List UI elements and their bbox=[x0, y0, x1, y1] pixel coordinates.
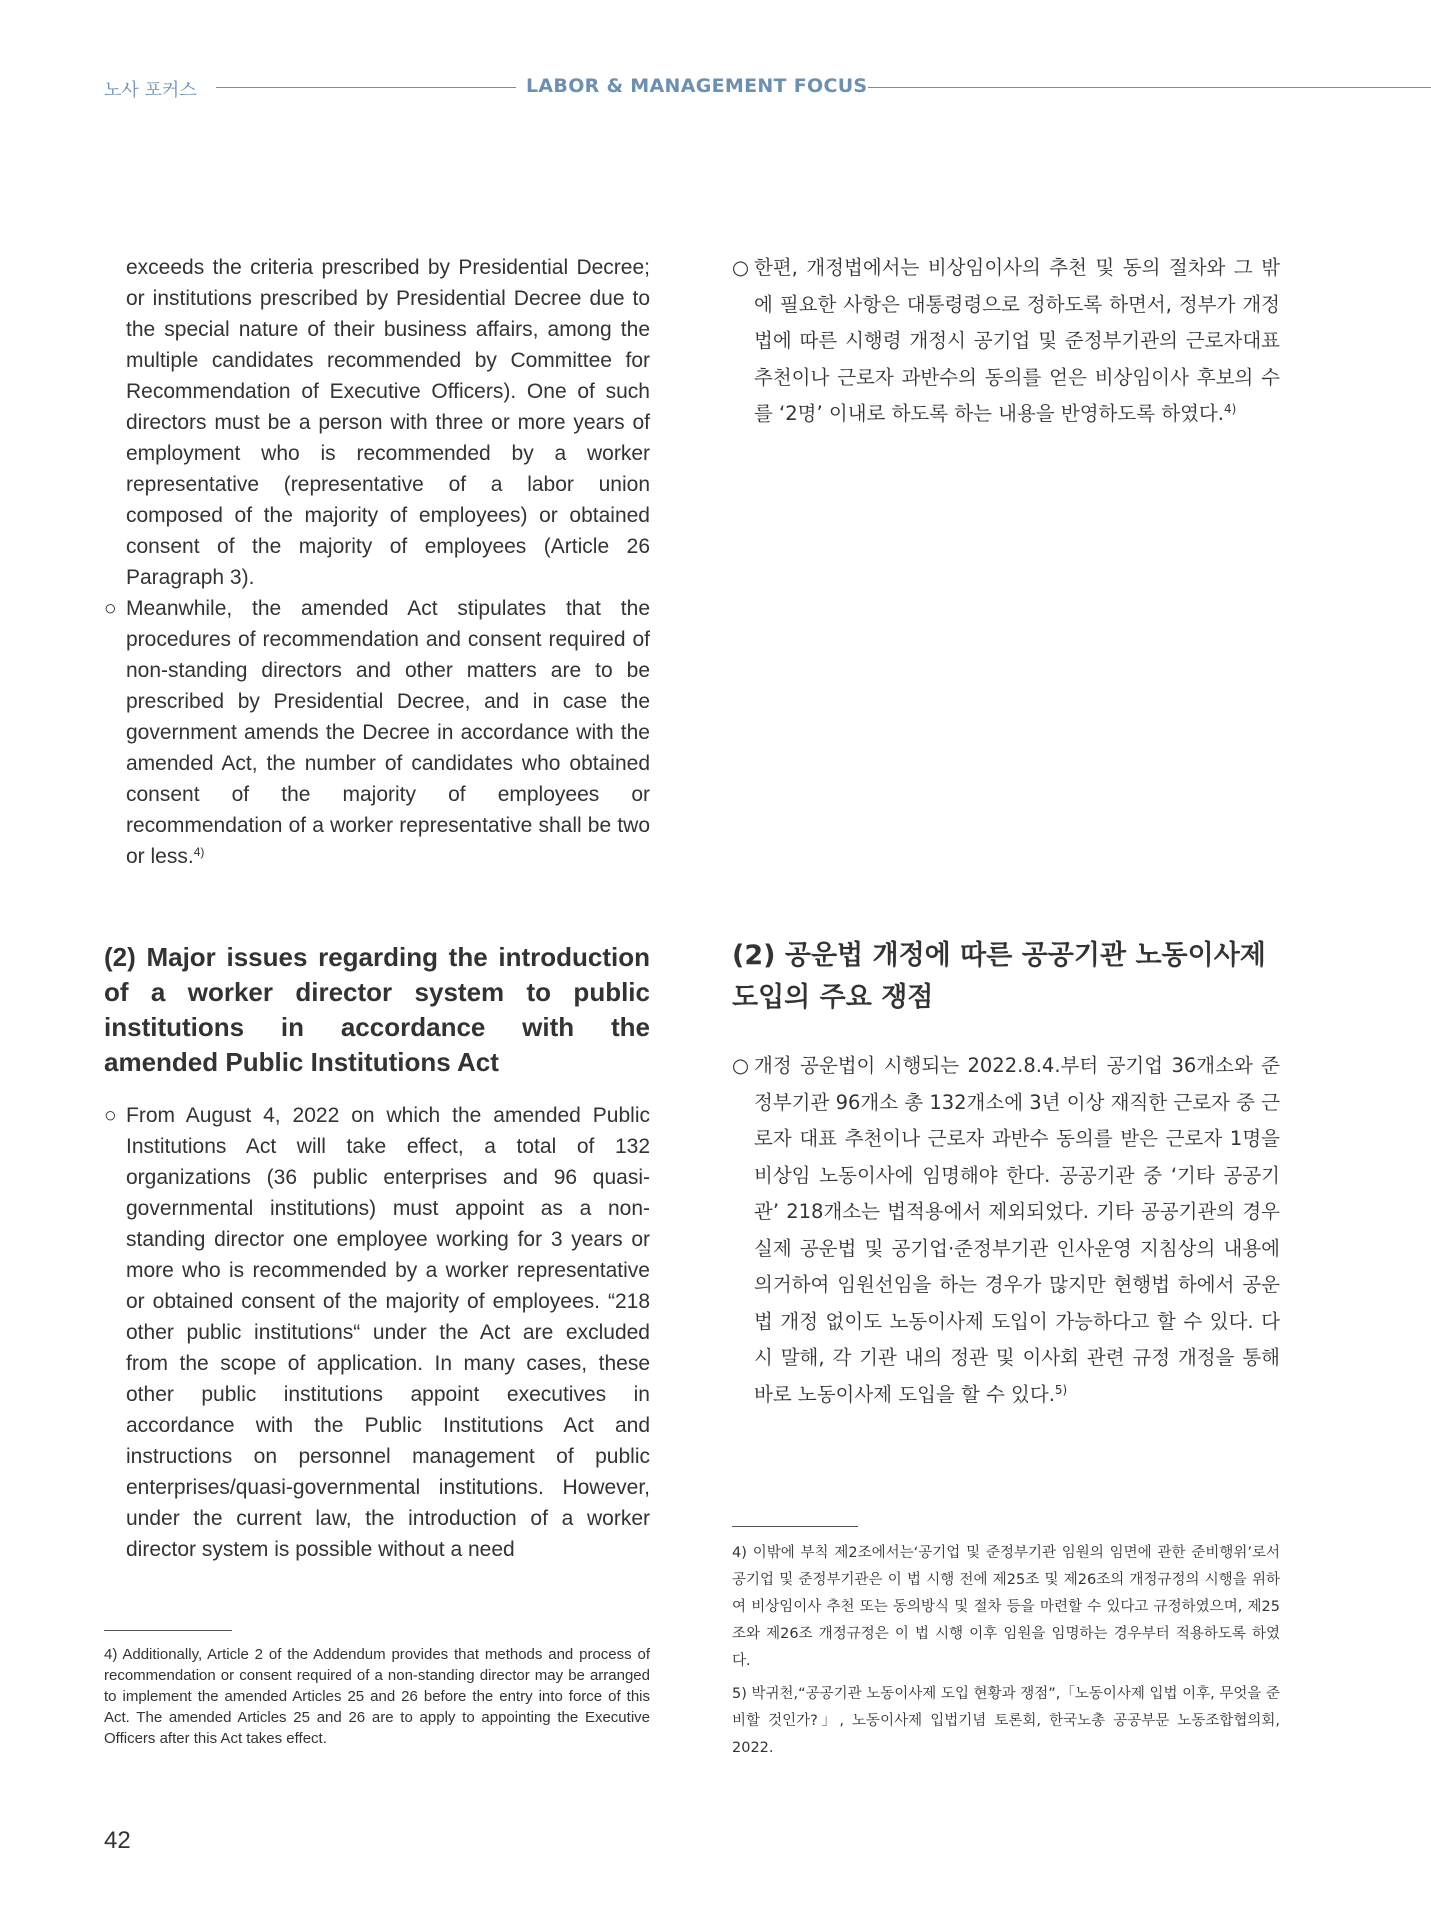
header-korean-title: 노사 포커스 bbox=[104, 80, 197, 101]
left-section-heading: (2) Major issues regarding the introduction of a worker director system to public institutions in accordance with the amended Public Institutions Act bbox=[104, 942, 650, 1077]
right-paragraph-1-text: 한편, 개정법에서는 비상임이사의 추천 및 동의 절차와 그 밖에 필요한 사항은 대통령령으로 정하도록 하면서, 정부가 개정법에 따른 시행령 개정시 공기업 및 준정부기관의 근로자대표 추천이나 근로자 과반수의 동의를 얻은 비상임이사 후보의 수를 ‘2명’ 이내로 하도록 하는 내용을 반영하도록 하였다. bbox=[754, 256, 1280, 425]
left-footnote-rule bbox=[104, 1630, 232, 1631]
left-paragraph-1-text: Meanwhile, the amended Act stipulates that the procedures of recommendation and consent required of non-standing directors and other matters are to be prescribed by Presidential Decree, and in case the government amends the Decree in accordance with the amended Act, the number of candidates who obtained consent of the majority of employees or recommendation of a worker representative shall be two or less. bbox=[126, 597, 650, 868]
right-paragraph-2 bbox=[732, 1048, 1280, 1413]
header-english-title: LABOR & MANAGEMENT FOCUS bbox=[526, 75, 868, 97]
right-upper-body bbox=[732, 250, 1280, 433]
right-paragraph-1 bbox=[732, 250, 1280, 433]
right-footnote-4: 4) 이밖에 부칙 제2조에서는‘공기업 및 준정부기관 임원의 임면에 관한 준비행위’로서 공기업 및 준정부기관은 이 법 시행 전에 제25조 및 제26조의 개정규정의 시행을 위하여 비상임이사 추천 또는 동의방식 및 절차 등을 마련할 수 있다고 규정하였으며, 제25조와 제26조 개정규정은 이 법 시행 이후 임원을 임명하는 경우부터 적용하도록 하였다. bbox=[732, 1545, 1280, 1669]
left-footnotes bbox=[104, 1644, 650, 1749]
left-paragraph-2-text: From August 4, 2022 on which the amended Public Institutions Act will take effect, a total of 132 organizations (36 public enterprises and 96 quasi-governmental institutions) must appoint as a non-standing director one employee working for 3 years or more who is recommended by a worker representative or obtained consent of the majority of employees. “218 other public institutions“ under the Act are excluded from the scope of application. In many cases, these other public institutions appoint executives in accordance with the Public Institutions Act and instructions on personnel management of public enterprises/quasi-governmental institutions. However, under the current law, the introduction of a worker director system is possible without a need bbox=[126, 1104, 650, 1561]
bullet-circle-icon: ○ bbox=[732, 256, 750, 279]
right-lower-body bbox=[732, 1048, 1280, 1413]
header-rule-left bbox=[216, 87, 516, 88]
right-paragraph-2-text: 개정 공운법이 시행되는 2022.8.4.부터 공기업 36개소와 준정부기관 96개소 총 132개소에 3년 이상 재직한 근로자 중 근로자 대표 추천이나 근로자 과반수 동의를 받은 근로자 1명을 비상임 노동이사에 임명해야 한다. 공공기관 중 ‘기타 공공기관’ 218개소는 법적용에서 제외되었다. 기타 공공기관의 경우 실제 공운법 및 공기업·준정부기관 인사운영 지침상의 내용에 의거하여 임원선임을 하는 경우가 많지만 현행법 하에서 공운법 개정 없이도 노동이사제 도입이 가능하다고 할 수 있다. 다시 말해, 각 기관 내의 정관 및 이사회 관련 규정 개정을 통해 바로 노동이사제 도입을 할 수 있다. bbox=[754, 1054, 1280, 1406]
running-header bbox=[0, 76, 1431, 100]
right-section-heading-block bbox=[732, 935, 1280, 1019]
right-footnote-rule bbox=[732, 1526, 858, 1527]
right-section-heading: (2) 공운법 개정에 따른 공공기관 노동이사제 도입의 주요 쟁점 bbox=[732, 940, 1266, 1013]
left-upper-body bbox=[104, 252, 650, 872]
right-footnotes bbox=[732, 1540, 1280, 1768]
header-rule-right bbox=[868, 87, 1431, 88]
left-footnote-4: 4) Additionally, Article 2 of the Addendum provides that methods and process of recommendation or consent required of a non-standing director may be arranged to implement the amended Articles 25 and 26 before the entry into force of this Act. The amended Articles 25 and 26 are to apply to appointing the Executive Officers after this Act takes effect. bbox=[104, 1646, 650, 1747]
right-footnote-5: 5) 박귀천,“공공기관 노동이사제 도입 현황과 쟁점”,「노동이사제 입법 이후, 무엇을 준비할 것인가?」, 노동이사제 입법기념 토론회, 한국노총 공공부문 노동조합협의회, 2022. bbox=[732, 1686, 1280, 1756]
bullet-circle-icon: ○ bbox=[732, 1054, 750, 1077]
page-number: 42 bbox=[104, 1827, 131, 1854]
left-section-heading-block bbox=[104, 940, 650, 1080]
bullet-circle-icon: ○ bbox=[104, 597, 117, 620]
left-paragraph-1 bbox=[104, 593, 650, 872]
footnote-ref-4: 4) bbox=[193, 845, 205, 859]
left-paragraph-2 bbox=[104, 1100, 650, 1565]
left-lower-body bbox=[104, 1100, 650, 1565]
bullet-circle-icon: ○ bbox=[104, 1104, 117, 1127]
footnote-ref-5: 5) bbox=[1054, 1382, 1068, 1397]
left-intro-continuation: exceeds the criteria prescribed by Presidential Decree; or institutions prescribed by Presidential Decree due to the special nature of their business affairs, among the multiple candidates recommended by Committee for Recommendation of Executive Officers). One of such directors must be a person with three or more years of employment who is recommended by a worker representative (representative of a labor union composed of the majority of employees) or obtained consent of the majority of employees (Article 26 Paragraph 3). bbox=[126, 256, 650, 589]
footnote-ref-4: 4) bbox=[1223, 402, 1237, 416]
